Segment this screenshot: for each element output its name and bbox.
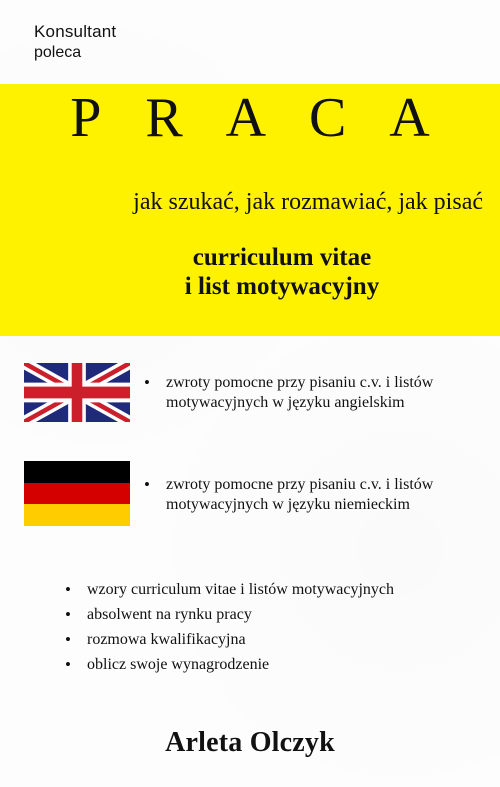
bullet-icon: •	[65, 629, 71, 649]
de-phrases-section	[144, 475, 433, 516]
uk-flag-icon	[24, 363, 130, 422]
subtitle: jak szukać, jak rozmawiać, jak pisać	[133, 189, 483, 215]
main-title: P R A C A	[70, 87, 446, 149]
bullet-icon: •	[144, 475, 150, 494]
feature-text: oblicz swoje wynagrodzenie	[87, 655, 270, 673]
bullet-icon: •	[65, 604, 71, 624]
de-phrases-item	[144, 475, 433, 516]
publisher-name: Konsultant	[34, 22, 117, 41]
de-phrases-line-1: zwroty pomocne przy pisaniu c.v. i listów	[166, 476, 434, 493]
headline	[132, 244, 432, 302]
bullet-icon: •	[65, 579, 71, 599]
feature-item	[65, 602, 394, 627]
uk-phrases-item	[144, 373, 433, 414]
uk-phrases-section	[144, 373, 433, 414]
publisher-block	[34, 22, 116, 62]
features-list	[65, 577, 394, 677]
germany-flag-icon	[24, 461, 130, 526]
publisher-tagline: poleca	[34, 43, 82, 61]
uk-phrases-line-1: zwroty pomocne przy pisaniu c.v. i listów	[166, 374, 434, 391]
feature-text: wzory curriculum vitae i listów motywacyjnych	[87, 580, 395, 598]
feature-item	[65, 627, 394, 652]
bullet-icon: •	[144, 373, 150, 392]
feature-item	[65, 577, 394, 602]
uk-phrases-line-2: motywacyjnych w języku angielskim	[166, 394, 405, 412]
feature-text: rozmowa kwalifikacyjna	[87, 630, 246, 648]
de-phrases-text	[166, 475, 433, 516]
bullet-icon: •	[65, 654, 71, 674]
de-phrases-line-2: motywacyjnych w języku niemieckim	[166, 496, 410, 514]
feature-text: absolwent na rynku pracy	[87, 605, 252, 623]
headline-line-1: curriculum vitae	[192, 244, 372, 271]
headline-line-2: i list motywacyjny	[184, 272, 380, 300]
author-name: Arleta Olczyk	[165, 727, 335, 758]
uk-phrases-text	[166, 373, 433, 414]
feature-item	[65, 652, 394, 677]
